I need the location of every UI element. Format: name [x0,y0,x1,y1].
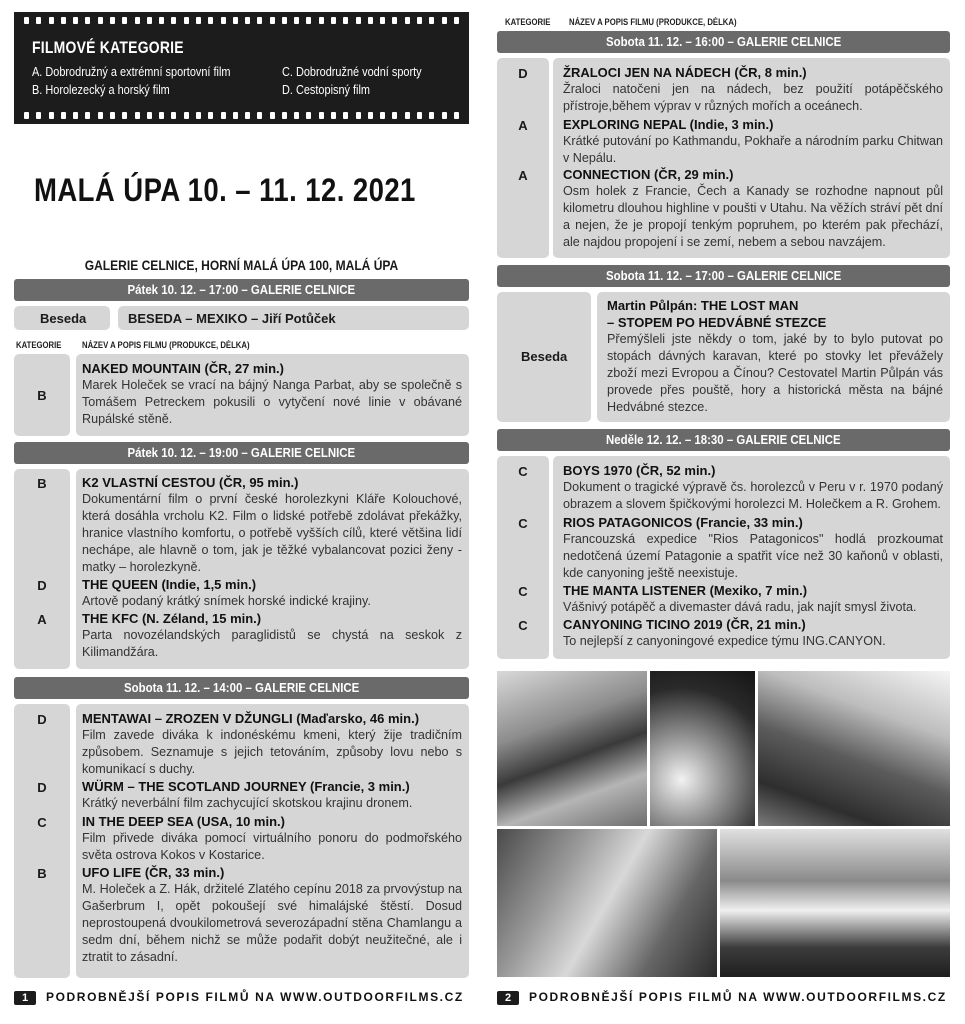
filmstrip-hole [245,112,250,119]
film-category: C [518,464,528,479]
photo-glacier [497,671,647,826]
film-title: THE MANTA LISTENER (Mexiko, 7 min.) [563,583,808,598]
film-title: NAKED MOUNTAIN (ČR, 27 min.) [82,361,284,376]
category-cell [14,704,70,978]
beseda-label: Beseda [40,311,87,326]
filmstrip-hole [196,112,201,119]
film-entry [563,116,943,167]
photo-mountain-biker [758,671,950,826]
beseda-title: Martin Půlpán: THE LOST MAN [607,298,799,313]
filmstrip-holes-top [24,17,459,24]
filmstrip-hole [184,112,189,119]
filmstrip-hole [319,112,324,119]
film-entry [563,582,943,616]
film-category: C [37,815,47,830]
filmstrip-hole [257,112,262,119]
film-category: A [37,612,47,627]
filmstrip-hole [85,112,90,119]
film-description: Krátké putování po Kathmandu, Pokhaře a národním parku Chitwan v Nepálu. [563,134,943,165]
filmstrip-hole [454,17,459,24]
filmstrip-hole [454,112,459,119]
photo-kayak-waterfall [650,671,755,826]
filmstrip-hole [73,112,78,119]
filmstrip-hole [208,112,213,119]
column-header-title: NÁZEV A POPIS FILMU (PRODUKCE, DÉLKA) [82,340,250,350]
film-title: K2 VLASTNÍ CESTOU (ČR, 95 min.) [82,475,299,490]
filmstrip-hole [233,17,238,24]
film-title: UFO LIFE (ČR, 33 min.) [82,865,225,880]
film-title: CONNECTION (ČR, 29 min.) [563,167,734,182]
filmstrip-hole [171,112,176,119]
film-entry [82,360,462,428]
filmstrip-hole [49,17,54,24]
filmstrip-hole [442,112,447,119]
filmstrip-hole [135,17,140,24]
film-entry [82,576,462,610]
film-description: Dokumentární film o první české horolezkyni Kláře Kolouchové, která dosáhla vrcholu K2. Film o lidské potřebě zdolávat překážky, hranice vlastního komfortu, o potřebě vyšších cílů, které většina lidí nechápe, ale hlavně o tom, jak je těžké vybalancovat pozici ženy - matky – horolezkyně. [82,492,462,574]
session-header: Sobota 11. 12. – 16:00 – GALERIE CELNICE [497,31,950,53]
category-c: C. Dobrodružné vodní sporty [282,64,422,79]
filmstrip-hole [159,17,164,24]
film-entry [563,166,943,251]
beseda-description: Přemýšleli jste někdy o tom, jaké by to bylo putovat po stopách dávných karavan, které po stovky let převážely zboží mezi Evropou a Čínou? Cestovatel Martin Půlpán vás provede přes pouště, hory a historická města na bájné Hedvábné stezce. [607,332,943,414]
category-b: B. Horolezecký a horský film [32,82,170,97]
film-entry [563,64,943,115]
column-header-category: KATEGORIE [16,340,62,350]
film-category: B [37,388,47,403]
film-entry [82,610,462,661]
beseda-entry [607,297,943,416]
film-description: Parta novozélandských paraglidistů se chystá na seskok z Kilimandžára. [82,628,462,659]
filmstrip-holes-bottom [24,112,459,119]
page-title: MALÁ ÚPA 10. – 11. 12. 2021 [34,172,416,208]
footer-right [497,990,947,1005]
film-category: A [518,118,528,133]
film-category: C [518,584,528,599]
film-description: M. Holeček a Z. Hák, držitelé Zlatého cepínu 2018 za prvovýstup na Gašerbrum I, opět pokoušejí své himalájské štěstí. Dosud neprostoupená dvoukilometrová severozápadní stěna Chamlangu a sedm dní, během nichž se může podařit dobýt neužitečné, ale i ztratit to zásadní. [82,882,462,964]
film-entry [82,778,462,812]
session-header: Sobota 11. 12. – 17:00 – GALERIE CELNICE [497,265,950,287]
film-category: B [37,476,47,491]
film-category: D [37,712,47,727]
filmstrip-hole [147,17,152,24]
film-title: BOYS 1970 (ČR, 52 min.) [563,463,716,478]
filmstrip-hole [331,112,336,119]
filmstrip-hole [61,112,66,119]
filmstrip-hole [294,17,299,24]
filmstrip-hole [98,17,103,24]
filmstrip-hole [221,112,226,119]
column-header-title: NÁZEV A POPIS FILMU (PRODUKCE, DÉLKA) [569,17,737,27]
film-title: MENTAWAI – ZROZEN V DŽUNGLI (Maďarsko, 46 min.) [82,711,420,726]
filmstrip-hole [36,112,41,119]
filmstrip-hole [356,112,361,119]
film-description: Artově podaný krátký snímek horské indické krajiny. [82,594,371,608]
filmstrip-hole [24,17,29,24]
filmstrip-hole [85,17,90,24]
filmstrip-hole [294,112,299,119]
filmstrip-hole [392,17,397,24]
filmstrip-hole [61,17,66,24]
film-description: Vášnivý potápěč a divemaster dává radu, jak najít smysl života. [563,600,917,614]
page-number: 2 [497,991,519,1005]
filmstrip-hole [319,17,324,24]
film-category: D [37,780,47,795]
venue-address: GALERIE CELNICE, HORNÍ MALÁ ÚPA 100, MALÁ ÚPA [84,257,399,273]
filmstrip-hole [417,17,422,24]
categories-filmstrip [14,12,469,124]
filmstrip-hole [171,17,176,24]
filmstrip-hole [49,112,54,119]
filmstrip-hole [147,112,152,119]
filmstrip-hole [405,17,410,24]
filmstrip-hole [24,112,29,119]
filmstrip-hole [233,112,238,119]
film-description: To nejlepší z canyoningové expedice týmu ING.CANYON. [563,634,886,648]
session-header: Sobota 11. 12. – 14:00 – GALERIE CELNICE [14,677,469,699]
filmstrip-hole [221,17,226,24]
filmstrip-hole [208,17,213,24]
film-description: Krátký neverbální film zachycující skotskou krajinu dronem. [82,796,413,810]
filmstrip-hole [356,17,361,24]
filmstrip-hole [270,17,275,24]
filmstrip-hole [405,112,410,119]
filmstrip-hole [331,17,336,24]
film-title: THE KFC (N. Zéland, 15 min.) [82,611,262,626]
filmstrip-hole [380,112,385,119]
photo-highliner-lake [720,829,950,977]
film-description: Osm holek z Francie, Čech a Kanady se rozhodne napnout půl kilometru dlouhou highline v poušti v Utahu. Na věžích stráví pět dní a nejen, že je propojí tenkým popruhem, po kterém pak přechází, ale najdou propojení i se zemí, nebem a sebou navzájem. [563,184,943,249]
filmstrip-hole [343,112,348,119]
page-number: 1 [14,991,36,1005]
film-entry [82,710,462,778]
photo-climber [497,829,717,977]
category-cell [14,469,70,669]
filmstrip-hole [306,112,311,119]
film-category: A [518,168,528,183]
film-category: C [518,618,528,633]
beseda-title: BESEDA – MEXIKO – Jiří Potůček [128,311,336,326]
filmstrip-hole [257,17,262,24]
film-title: WÜRM – THE SCOTLAND JOURNEY (Francie, 3 min.) [82,779,410,794]
film-title: EXPLORING NEPAL (Indie, 3 min.) [563,117,774,132]
category-cell [497,58,549,258]
filmstrip-hole [110,17,115,24]
filmstrip-hole [73,17,78,24]
film-description: Žraloci natočeni jen na nádech, bez použití potápěčského přístroje,během výprav v různých mořích a oceánech. [563,82,943,113]
column-header-category: KATEGORIE [505,17,551,27]
filmstrip-hole [429,112,434,119]
filmstrip-hole [110,112,115,119]
filmstrip-hole [245,17,250,24]
session-header: Pátek 10. 12. – 19:00 – GALERIE CELNICE [14,442,469,464]
footer-link-text: PODROBNĚJŠÍ POPIS FILMŮ NA WWW.OUTDOORFILMS.CZ [46,990,464,1004]
filmstrip-hole [429,17,434,24]
film-description: Film zavede diváka k indonéskému kmeni, který žije tradičním způsobem. Seznamuje s jejich tetováním, způsoby lovu nebo s komunikací s duchy. [82,728,462,776]
beseda-label: Beseda [521,349,568,364]
filmstrip-hole [306,17,311,24]
filmstrip-hole [343,17,348,24]
film-title: RIOS PATAGONICOS (Francie, 33 min.) [563,515,803,530]
film-category: D [37,578,47,593]
beseda-subtitle: – STOPEM PO HEDVÁBNÉ STEZCE [607,315,827,330]
filmstrip-hole [282,112,287,119]
film-category: B [37,866,47,881]
film-entry [82,813,462,864]
session-header: Pátek 10. 12. – 17:00 – GALERIE CELNICE [14,279,469,301]
filmstrip-hole [282,17,287,24]
filmstrip-hole [380,17,385,24]
film-category: D [518,66,528,81]
film-description: Film přivede diváka pomocí virtuálního ponoru do podmořského světa ostrova Kokos v Kostarice. [82,831,462,862]
filmstrip-hole [442,17,447,24]
filmstrip-hole [98,112,103,119]
film-entry [563,462,943,513]
filmstrip-hole [368,17,373,24]
filmstrip-hole [184,17,189,24]
filmstrip-hole [135,112,140,119]
film-entry [563,514,943,582]
film-title: THE QUEEN (Indie, 1,5 min.) [82,577,257,592]
category-a: A. Dobrodružný a extrémní sportovní film [32,64,231,79]
filmstrip-hole [368,112,373,119]
film-description: Marek Holeček se vrací na bájný Nanga Parbat, aby se společně s Tomášem Petreckem pokusili o vytyčení nové linie v obávané Rupálské stěně. [82,378,462,426]
film-title: IN THE DEEP SEA (USA, 10 min.) [82,814,285,829]
filmstrip-hole [392,112,397,119]
film-description: Dokument o tragické výpravě čs. horolezců v Peru v r. 1970 podaný obrazem a slovem špičkovými horolezci M. Holečkem a R. Grohem. [563,480,943,511]
film-entry [82,474,462,576]
footer-link-text: PODROBNĚJŠÍ POPIS FILMŮ NA WWW.OUTDOORFILMS.CZ [529,990,947,1004]
film-entry [563,616,943,650]
footer-left [14,990,464,1005]
filmstrip-hole [417,112,422,119]
filmstrip-hole [270,112,275,119]
film-entry [82,864,462,966]
filmstrip-hole [122,112,127,119]
filmstrip-hole [36,17,41,24]
film-description: Francouzská expedice "Rios Patagonicos" hodlá prozkoumat nedotčená území Patagonie a spatřit více než 30 kaňonů v oblasti, kde canyoning ještě neexistuje. [563,532,943,580]
filmstrip-hole [159,112,164,119]
filmstrip-hole [122,17,127,24]
film-title: CANYONING TICINO 2019 (ČR, 21 min.) [563,617,806,632]
film-title: ŽRALOCI JEN NA NÁDECH (ČR, 8 min.) [563,65,807,80]
film-category: C [518,516,528,531]
session-header: Neděle 12. 12. – 18:30 – GALERIE CELNICE [497,429,950,451]
filmstrip-hole [196,17,201,24]
category-d: D. Cestopisný film [282,82,371,97]
categories-title: FILMOVÉ KATEGORIE [32,38,184,57]
